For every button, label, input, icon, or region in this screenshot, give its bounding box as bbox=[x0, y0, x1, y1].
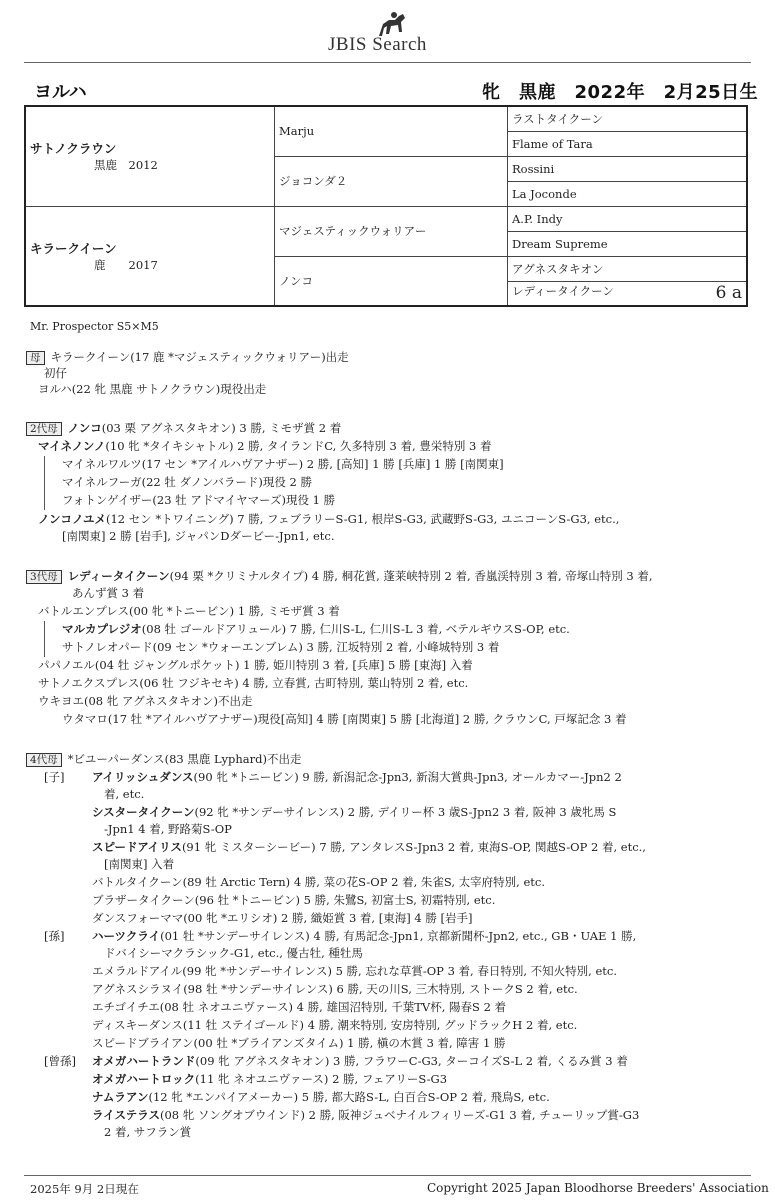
family-line bbox=[44, 769, 64, 785]
pedigree-gen2[interactable]: マジェスティックウォリアー bbox=[275, 206, 508, 256]
generation-tag: 3代母 bbox=[26, 570, 62, 584]
family-line bbox=[62, 528, 334, 544]
family-line bbox=[92, 981, 578, 997]
family-line bbox=[38, 381, 266, 397]
record-text: スピードブライアン(00 牡 *ブライアンズタイム) 1 勝, 槇の木賞 3 着, 障害 1 勝 bbox=[92, 1036, 506, 1050]
family-line bbox=[62, 621, 570, 637]
pedigree-gen3[interactable]: ラストタイクーン bbox=[508, 106, 748, 131]
logo-text: JBIS Search bbox=[328, 34, 427, 55]
family-line bbox=[92, 769, 622, 785]
record-text: ウタマロ(17 牡 *アイルハヴアナザー)現役[高知] 4 勝 [南関東] 5 勝 [北海道] 2 勝, クラウンC, 戸塚記念 3 着 bbox=[62, 712, 627, 726]
record-text: (12 牝 *エンパイアメーカー) 5 勝, 都大路S-L, 白百合S-OP 2 着, 飛鳥S, etc. bbox=[148, 1090, 550, 1104]
record-text: *ビユーパーダンス(83 黒鹿 Lyphard)不出走 bbox=[67, 752, 302, 766]
family-line bbox=[92, 892, 495, 908]
record-text: ブラザータイクーン(96 牡 *トニービン) 5 勝, 朱鷺S, 初富士S, 初霜特別, etc. bbox=[92, 893, 496, 907]
sire-detail: 黒鹿 2012 bbox=[94, 158, 158, 173]
record-text: (10 牝 *タイキシャトル) 2 勝, タイランドC, 久多特別 3 着, 豊栄特別 3 着 bbox=[105, 439, 492, 453]
record-text: バトルタイクーン(89 牡 Arctic Tern) 4 勝, 菜の花S-OP 2 着, 朱雀S, 太宰府特別, etc. bbox=[92, 875, 546, 889]
record-text: マイネルワルツ(17 セン *アイルハヴアナザー) 2 勝, [高知] 1 勝 [兵庫] 1 勝 [南関東] bbox=[62, 457, 504, 471]
record-text: アグネスシラヌイ(98 牡 *サンデーサイレンス) 6 勝, 天の川S, 三木特別, ストークS 2 着, etc. bbox=[92, 982, 578, 996]
family-line bbox=[26, 568, 653, 584]
family-line bbox=[44, 365, 67, 381]
record-text: エチゴイチエ(08 牡 ネオユニヴァース) 4 勝, 雄国沼特別, 千葉TV杯, 陽春S 2 着 bbox=[92, 1000, 507, 1014]
dam-cell bbox=[25, 206, 275, 306]
family-line bbox=[104, 945, 363, 961]
family-line bbox=[92, 839, 646, 855]
family-line bbox=[44, 928, 64, 944]
family-line bbox=[62, 639, 499, 655]
record-text: (01 牡 *サンデーサイレンス) 4 勝, 有馬記念-Jpn1, 京都新聞杯-Jpn2, etc., GB・UAE 1 勝, bbox=[160, 929, 637, 943]
family-line bbox=[62, 711, 626, 727]
family-line bbox=[62, 456, 504, 472]
pedigree-gen3[interactable]: アグネスタキオン bbox=[508, 256, 748, 281]
record-text: サトノレオパード(09 セン *ウォーエンブレム) 3 勝, 江坂特別 2 着, 小峰城特別 3 着 bbox=[62, 640, 500, 654]
family-line bbox=[72, 585, 144, 601]
family-line bbox=[38, 693, 252, 709]
family-line bbox=[92, 874, 545, 890]
record-text: [南関東] 入着 bbox=[104, 857, 175, 871]
record-text: [曾孫] bbox=[44, 1054, 76, 1068]
record-text: フォトンゲイザー(23 牡 アドマイヤマーズ)現役 1 勝 bbox=[62, 493, 336, 507]
family-line bbox=[92, 928, 636, 944]
record-text: ウキヨエ(08 牝 アグネスタキオン)不出走 bbox=[38, 694, 253, 708]
record-text: (12 セン *トワイニング) 7 勝, フェブラリーS-G1, 根岸S-G3, 武蔵野S-G3, ユニコーンS-G3, etc., bbox=[105, 512, 620, 526]
family-line bbox=[62, 474, 312, 490]
record-text: [南関東] 2 勝 [岩手], ジャパンDダービー-Jpn1, etc. bbox=[62, 529, 335, 543]
pedigree-gen2[interactable]: ノンコ bbox=[275, 256, 508, 306]
footer-copyright: Copyright 2025 Japan Bloodhorse Breeders' Association bbox=[427, 1181, 769, 1195]
record-text: (91 牝 ミスターシービー) 7 勝, アンタレスS-Jpn3 2 着, 東海S-OP, 関越S-OP 2 着, etc., bbox=[181, 840, 646, 854]
record-text: [子] bbox=[44, 770, 65, 784]
family-line bbox=[38, 603, 340, 619]
dam-name[interactable]: キラークイーン bbox=[30, 240, 117, 256]
pedigree-gen3[interactable]: レディータイクーン bbox=[512, 284, 614, 299]
record-text: (08 牝 ソングオブウインド) 2 勝, 阪神ジュベナイルフィリーズ-G1 3 着, チューリップ賞-G3 bbox=[159, 1108, 640, 1122]
family-line bbox=[92, 999, 506, 1015]
family-line bbox=[92, 1053, 628, 1069]
record-text: ドバイシーマクラシック-G1, etc., 優古牡, 種牡馬 bbox=[104, 946, 363, 960]
pedigree-gen3[interactable]: Rossini bbox=[508, 156, 748, 181]
record-text: 初仔 bbox=[44, 366, 67, 380]
family-line bbox=[92, 1035, 506, 1051]
family-line bbox=[104, 821, 232, 837]
record-text: (09 牝 アグネスタキオン) 3 勝, フラワーC-G3, ターコイズS-L 2 着, くるみ賞 3 着 bbox=[195, 1054, 628, 1068]
record-text: (92 牝 *サンデーサイレンス) 2 勝, デイリー杯 3 歳S-Jpn2 3 着, 阪神 3 歳牝馬 S bbox=[194, 805, 617, 819]
footer-divider bbox=[24, 1175, 751, 1176]
generation-tag: 2代母 bbox=[26, 422, 62, 436]
family-line bbox=[104, 786, 144, 802]
family-number: 6 a bbox=[715, 283, 742, 304]
family-line bbox=[92, 804, 616, 820]
record-text: ダンスフォーママ(00 牝 *エリシオ) 2 勝, 織姫賞 3 着, [東海] 4 勝 [岩手] bbox=[92, 911, 473, 925]
horse-link[interactable]: オメガハートロック bbox=[92, 1072, 196, 1086]
horse-link[interactable]: アイリッシュダンス bbox=[92, 770, 194, 784]
record-text: パパノエル(04 牡 ジャングルポケット) 1 勝, 姫川特別 3 着, [兵庫] 5 勝 [東海] 入着 bbox=[38, 658, 473, 672]
family-line bbox=[92, 1071, 447, 1087]
footer-date: 2025年 9月 2日現在 bbox=[30, 1182, 139, 1196]
family-line bbox=[104, 1124, 191, 1140]
horse-link[interactable]: ライステラス bbox=[92, 1108, 160, 1122]
family-line bbox=[26, 349, 349, 365]
pedigree-gen2[interactable]: Marju bbox=[275, 106, 508, 156]
sire-name[interactable]: サトノクラウン bbox=[30, 141, 117, 157]
branch-line bbox=[44, 456, 45, 510]
family-line bbox=[92, 1107, 639, 1123]
branch-line bbox=[44, 621, 45, 657]
record-text: ヨルハ(22 牝 黒鹿 サトノクラウン)現役出走 bbox=[38, 382, 267, 396]
horse-link[interactable]: レディータイクーン bbox=[67, 569, 170, 583]
family-line bbox=[62, 492, 335, 508]
family-line bbox=[38, 511, 619, 527]
family-line bbox=[38, 438, 491, 454]
record-text: [孫] bbox=[44, 929, 65, 943]
record-text: (94 栗 *クリミナルタイプ) 4 勝, 桐花賞, 蓬莱峡特別 2 着, 香嵐渓特別 3 着, 帝塚山特別 3 着, bbox=[169, 569, 653, 583]
header-divider bbox=[24, 62, 751, 63]
family-line bbox=[92, 910, 472, 926]
family-line bbox=[92, 1089, 550, 1105]
pedigree-gen3[interactable]: La Joconde bbox=[508, 181, 748, 206]
record-text: キラークイーン(17 鹿 *マジェスティックウォリアー)出走 bbox=[50, 350, 349, 364]
horse-link[interactable]: シスタータイクーン bbox=[92, 805, 195, 819]
pedigree-gen3[interactable]: Dream Supreme bbox=[508, 231, 748, 256]
record-text: エメラルドアイル(99 牝 *サンデーサイレンス) 5 勝, 忘れな草賞-OP 3 着, 春日特別, 不知火特別, etc. bbox=[92, 964, 618, 978]
family-line bbox=[92, 963, 617, 979]
record-text: (90 牝 *トニービン) 9 勝, 新潟記念-Jpn3, 新潟大賞典-Jpn3, オールカマー-Jpn2 2 bbox=[193, 770, 622, 784]
record-text: (03 栗 アグネスタキオン) 3 勝, ミモザ賞 2 着 bbox=[101, 421, 342, 435]
record-text: 2 着, サフラン賞 bbox=[104, 1125, 192, 1139]
jbis-logo[interactable] bbox=[0, 4, 775, 54]
record-text: マイネルフーガ(22 牡 ダノンバラード)現役 2 勝 bbox=[62, 475, 313, 489]
record-text: 着, etc. bbox=[104, 787, 145, 801]
inbreeding-note: Mr. Prospector S5×M5 bbox=[30, 320, 159, 333]
family-line bbox=[104, 856, 174, 872]
horse-link[interactable]: オメガハートランド bbox=[92, 1054, 196, 1068]
family-line bbox=[38, 657, 473, 673]
record-text: ディスキーダンス(11 牡 ステイゴールド) 4 勝, 潮来特別, 安房特別, グッドラックH 2 着, etc. bbox=[92, 1018, 578, 1032]
horse-link[interactable]: ナムラアン bbox=[92, 1090, 149, 1104]
record-text: バトルエンプレス(00 牝 *トニービン) 1 勝, ミモザ賞 3 着 bbox=[38, 604, 340, 618]
horse-link[interactable]: マルカプレジオ bbox=[62, 622, 142, 636]
horse-link[interactable]: スピードアイリス bbox=[92, 840, 182, 854]
sire-cell bbox=[25, 106, 275, 206]
family-line bbox=[26, 420, 341, 436]
horse-link[interactable]: ハーツクライ bbox=[92, 929, 161, 943]
pedigree-gen3-last bbox=[508, 281, 748, 306]
family-line bbox=[26, 751, 301, 767]
horse-link[interactable]: ノンコ bbox=[67, 421, 102, 435]
family-line bbox=[44, 1053, 76, 1069]
record-text: -Jpn1 4 着, 野路菊S-OP bbox=[104, 822, 232, 836]
generation-tag: 母 bbox=[26, 351, 45, 365]
horse-name: ヨルハ bbox=[34, 82, 87, 103]
family-line bbox=[38, 675, 468, 691]
pedigree-gen3[interactable]: Flame of Tara bbox=[508, 131, 748, 156]
record-text: (11 牝 ネオユニヴァース) 2 勝, フェアリーS-G3 bbox=[195, 1072, 448, 1086]
record-text: サトノエクスプレス(06 牡 フジキセキ) 4 勝, 立春賞, 古町特別, 葉山特別 2 着, etc. bbox=[38, 676, 469, 690]
generation-tag: 4代母 bbox=[26, 753, 62, 767]
pedigree-gen2[interactable]: ジョコンダ２ bbox=[275, 156, 508, 206]
record-text: (08 牡 ゴールドアリュール) 7 勝, 仁川S-L, 仁川S-L 3 着, ベテルギウスS-OP, etc. bbox=[141, 622, 570, 636]
horse-link[interactable]: ノンコノユメ bbox=[38, 512, 106, 526]
record-text: あんず賞 3 着 bbox=[72, 586, 145, 600]
pedigree-gen3[interactable]: A.P. Indy bbox=[508, 206, 748, 231]
family-line bbox=[92, 1017, 577, 1033]
horse-info: 牝 黒鹿 2022年 2月25日生 bbox=[482, 82, 759, 103]
pedigree-table bbox=[24, 105, 748, 307]
dam-detail: 鹿 2017 bbox=[94, 257, 158, 272]
horse-link[interactable]: マイネノンノ bbox=[38, 439, 106, 453]
